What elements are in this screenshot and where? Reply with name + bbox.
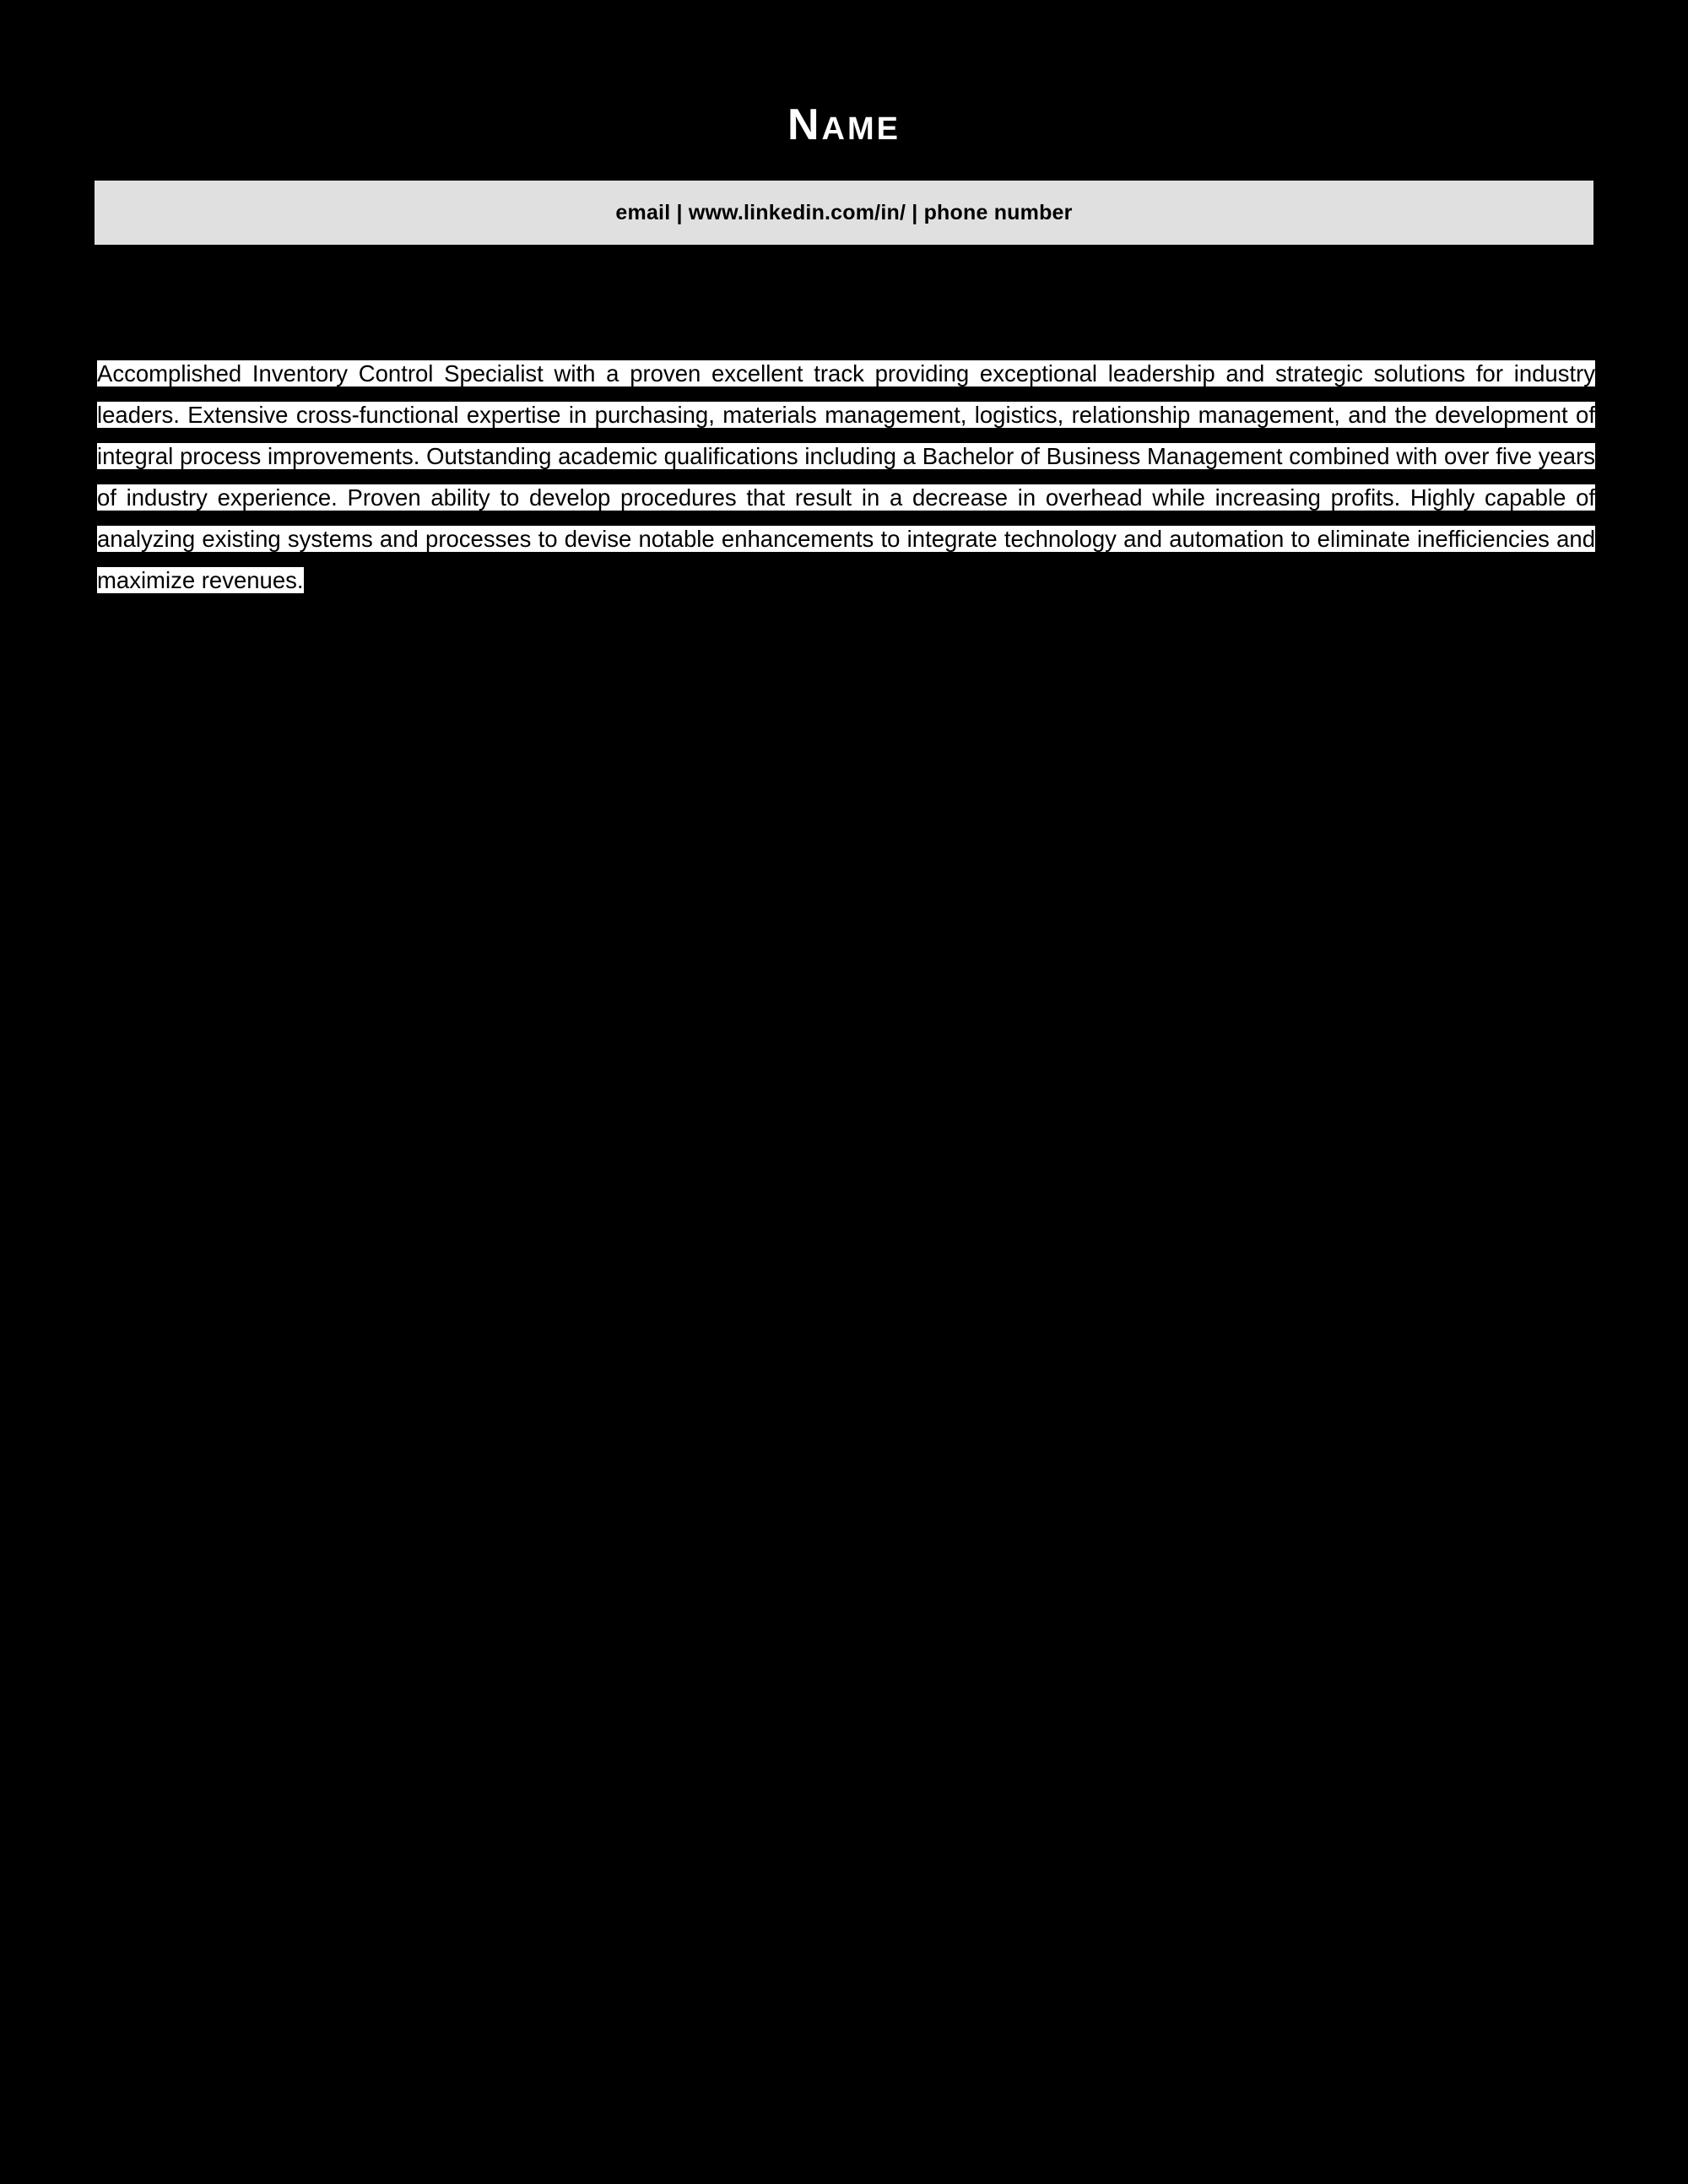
professional-summary-paragraph <box>97 353 1595 601</box>
professional-summary-text: Accomplished Inventory Control Specialist with a proven excellent track providing exceptional leadership and strategic solutions for industry leaders. Extensive cross-functional expertise in purchasing, materials management, logistics, relationship management, and the development of integral process improvements. Outstanding academic qualifications including a Bachelor of Business Management combined with over five years of industry experience. Proven ability to develop procedures that result in a decrease in overhead while increasing profits. Highly capable of analyzing existing systems and processes to devise notable enhancements to integrate technology and automation to eliminate inefficiencies and maximize revenues. <box>97 360 1595 593</box>
candidate-name-rest: AME <box>821 111 901 147</box>
contact-line: email | www.linkedin.com/in/ | phone number <box>615 200 1073 224</box>
candidate-name-initial: N <box>787 100 822 149</box>
contact-bar <box>95 181 1593 245</box>
professional-summary-section <box>97 353 1595 601</box>
page-title <box>95 101 1593 149</box>
candidate-name <box>787 101 901 149</box>
